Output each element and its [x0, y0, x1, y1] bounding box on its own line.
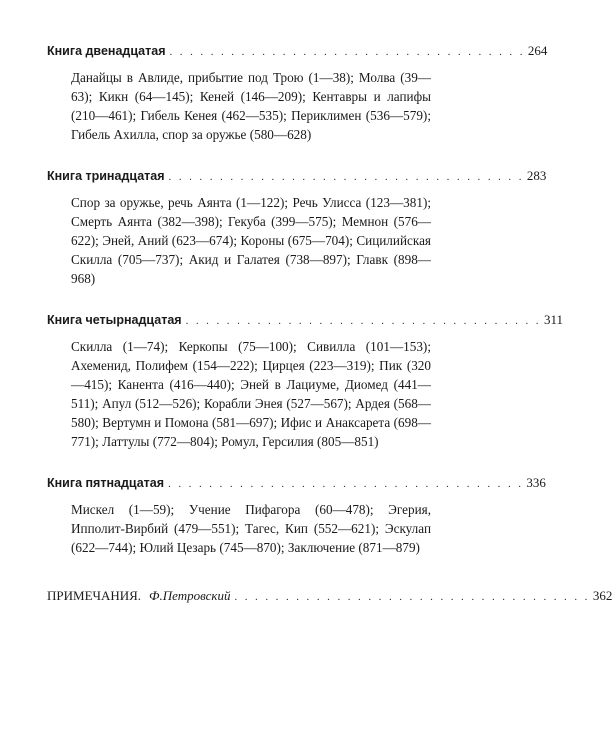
notes-author: Ф.Петровский — [149, 588, 231, 603]
book-title: Книга тринадцатая — [47, 169, 165, 183]
page-number: 264 — [527, 43, 548, 58]
page-number: 311 — [543, 312, 563, 327]
dot-leader: . . . . . . . . . . . . . . . . . . . . . . . . . . . . . . . . . . . — [168, 171, 524, 183]
toc-entry-book-12 — [47, 42, 548, 144]
page-number: 336 — [526, 475, 546, 490]
book-title: Книга четырнадцатая — [47, 313, 182, 327]
toc-entry-header — [47, 587, 612, 605]
toc-entry-header — [47, 474, 546, 492]
book-title: Книга пятнадцатая — [47, 476, 165, 490]
toc-entry-header — [47, 311, 563, 329]
table-of-contents — [47, 42, 612, 628]
book-contents: Мискел (1—59); Учение Пифагора (60—478); Эгерия, Ипполит-Вирбий (479—551); Тагес, Кип (552—621); Эскулап (622—744); Юлий Цезарь (745—870); Заключение (871—879) — [71, 502, 431, 555]
dot-leader: . . . . . . . . . . . . . . . . . . . . . . . . . . . . . . . . . . . — [168, 478, 524, 490]
page-number: 362 — [592, 588, 612, 603]
toc-entry-book-14 — [47, 311, 563, 451]
notes-title: ПРИМЕЧАНИЯ. — [47, 588, 142, 603]
page-number: 283 — [526, 168, 547, 183]
toc-entry-book-13 — [47, 167, 547, 288]
dot-leader: . . . . . . . . . . . . . . . . . . . . . . . . . . . . . . . . . . . — [169, 46, 525, 58]
book-contents: Спор за оружье, речь Аянта (1—122); Речь Улисса (123—381); Смерть Аянта (382—398); Гекуба (399—575); Мемнон (576—622); Эней, Аний (623—674); Короны (675—704); Сицилийская Скилла (705—737); Акид и Галатея (738—897); Главк (898—968) — [71, 195, 431, 286]
toc-entry-notes — [47, 587, 612, 605]
dot-leader: . . . . . . . . . . . . . . . . . . . . . . . . . . . . . . . . . . . — [185, 315, 541, 327]
toc-entry-header — [47, 167, 547, 185]
book-contents: Данайцы в Авлиде, прибытие под Трою (1—38); Молва (39—63); Кикн (64—145); Кеней (146—209); Кентавры и лапифы (210—461); Гибель Кенея (462—535); Периклимен (536—579); Гибель Ахилла, спор за оружье (580—628) — [71, 70, 431, 142]
dot-leader: . . . . . . . . . . . . . . . . . . . . . . . . . . . . . . . . . . . — [234, 591, 590, 603]
toc-entry-book-15 — [47, 474, 546, 557]
book-contents: Скилла (1—74); Керкопы (75—100); Сивилла (101—153); Ахеменид, Полифем (154—222); Цирцея (223—319); Пик (320—415); Канента (416—440); Эней в Лациуме, Диомед (441—511); Апул (512—526); Корабли Энея (527—567); Ардея (568—580); Вертумн и Помона (581—697); Ифис и Анаксарета (698—771); Латтулы (772—804); Ромул, Герсилия (805—851) — [71, 339, 431, 449]
book-title: Книга двенадцатая — [47, 44, 166, 58]
toc-entry-header — [47, 42, 548, 60]
